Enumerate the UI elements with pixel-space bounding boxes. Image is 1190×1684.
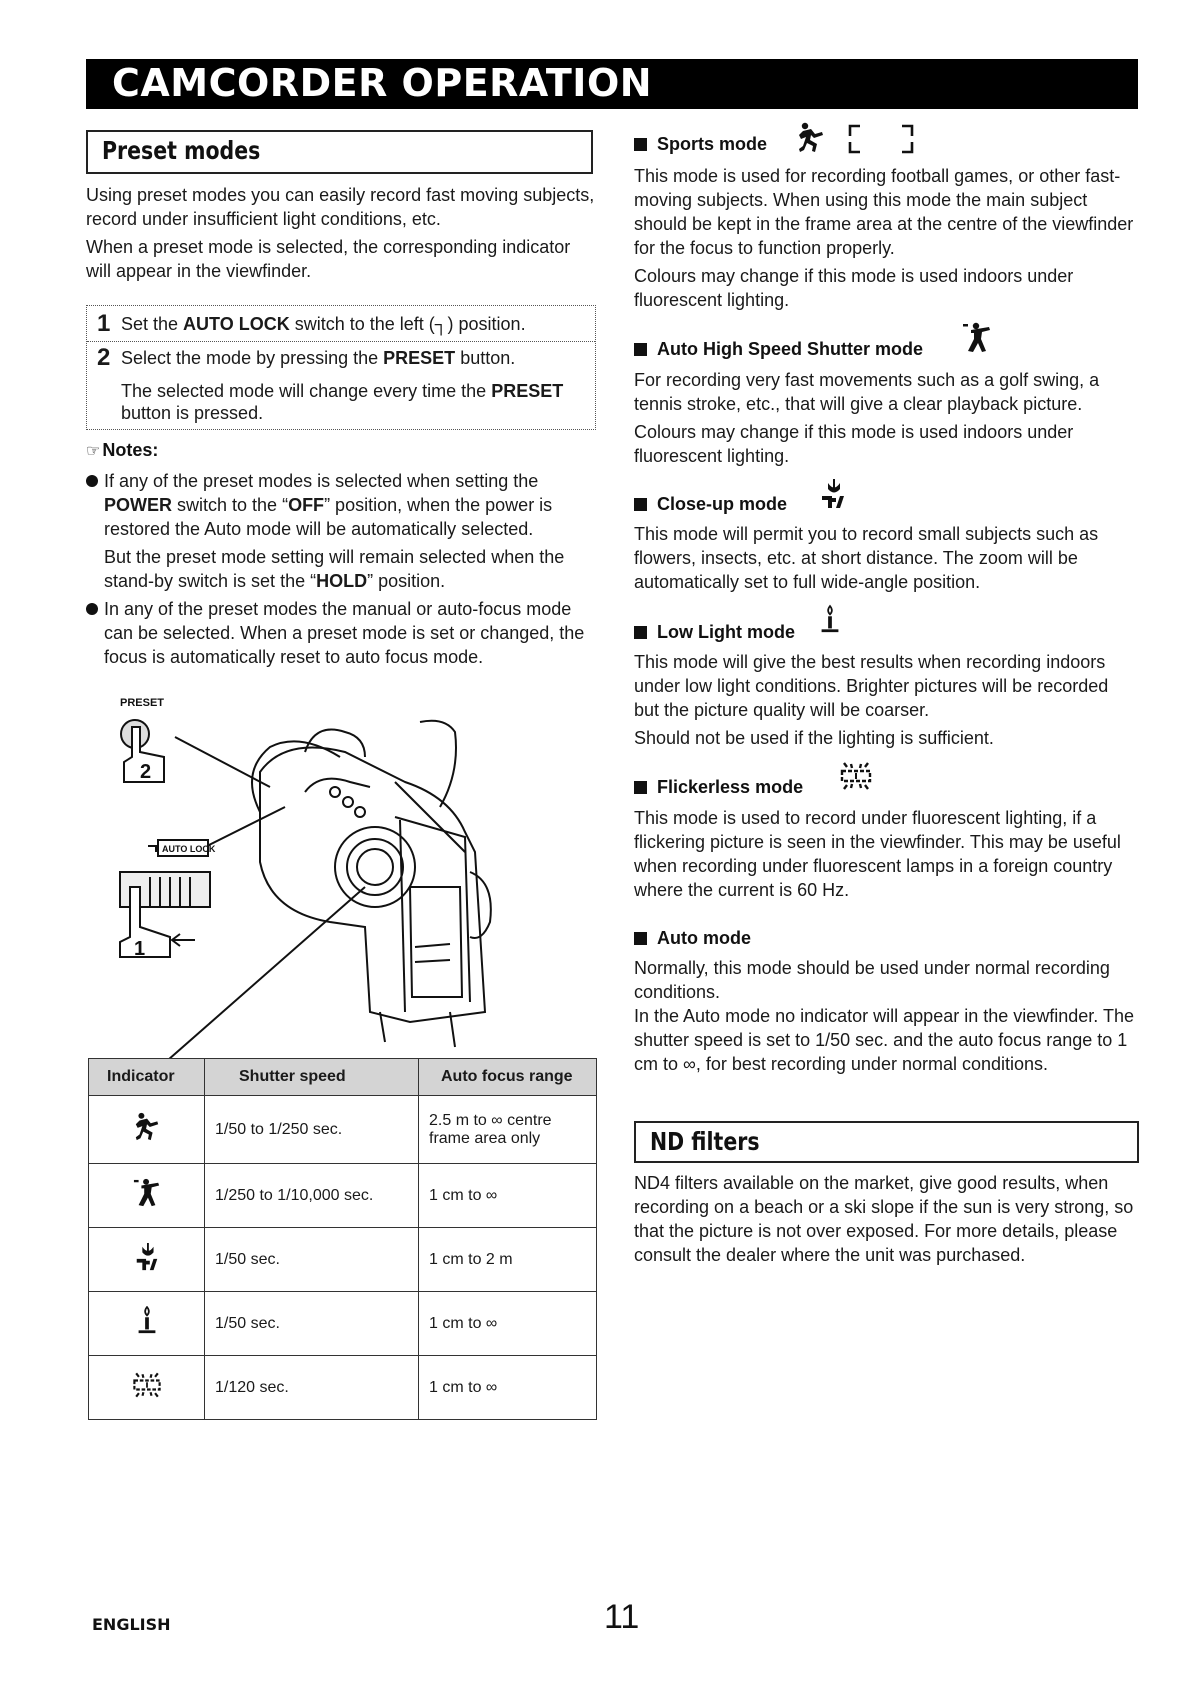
flickerless-icon — [836, 760, 876, 792]
notes-hand-icon: ☞ — [86, 443, 101, 460]
low-light-mode-text: This mode will give the best results when recording indoors under low light conditions. Brighter pictures will be recorded but the picture quality will be coarser. Should not be used if the lighting is sufficient. — [634, 652, 1109, 748]
close-up-mode-heading: Close-up mode — [634, 494, 787, 515]
focus-range-cell: 1 cm to ∞ — [419, 1292, 597, 1356]
auto-mode-text: Normally, this mode should be used under normal recording conditions. In the Auto mode no indicator will appear in the viewfinder. The shutter speed is set to 1/50 sec. and the auto focus range to 1 cm to ∞, for best recording under normal conditions. — [634, 958, 1134, 1074]
sports-mode-heading: Sports mode — [634, 134, 767, 155]
page-number: 11 — [604, 1598, 640, 1636]
header-banner — [86, 59, 1138, 109]
note-item: If any of the preset modes is selected when setting the POWER switch to the “OFF” position, when the power is restored the Auto mode will be automatically selected. But the preset mode setting will remain selected when the stand-by switch is set the “HOLD” position. — [86, 469, 598, 593]
table-header-row — [89, 1059, 597, 1096]
focus-range-cell: 2.5 m to ∞ centre frame area only — [419, 1096, 597, 1164]
table-row — [89, 1228, 597, 1292]
note-item: In any of the preset modes the manual or auto-focus mode can be selected. When a preset mode is set or changed, the focus is automatically reset to auto focus mode. — [86, 597, 598, 669]
high-speed-mode-heading: Auto High Speed Shutter mode — [634, 339, 923, 360]
close-up-mode-text: This mode will permit you to record small subjects such as flowers, insects, etc. at short distance. The zoom will be automatically set to full wide-angle position. — [634, 524, 1099, 592]
table-row — [89, 1164, 597, 1228]
shutter-speed-cell: 1/50 sec. — [205, 1228, 419, 1292]
autolock-label: AUTO LOCK — [162, 844, 216, 854]
frame-area-icon — [846, 122, 916, 156]
close-up-icon — [133, 1242, 161, 1272]
step-number: 1 — [97, 310, 111, 337]
low-light-mode-heading: Low Light mode — [634, 622, 795, 643]
auto-mode-heading: Auto mode — [634, 928, 751, 949]
focus-range-cell: 1 cm to ∞ — [419, 1356, 597, 1420]
preset-modes-heading: Preset modes — [86, 130, 593, 174]
high-speed-shutter-icon — [133, 1178, 161, 1208]
column-header: Indicator — [89, 1059, 205, 1096]
flickerless-mode-heading: Flickerless mode — [634, 777, 803, 798]
preset-intro-paragraph-1: Using preset modes you can easily record fast moving subjects, record under insufficient light conditions, etc. — [86, 185, 595, 229]
notes-list — [86, 469, 598, 669]
preset-intro-paragraph-2: When a preset mode is selected, the corresponding indicator will appear in the viewfinder. — [86, 237, 571, 281]
high-speed-mode-text: For recording very fast movements such as a golf swing, a tennis stroke, etc., that will give a clear playback picture. Colours may change if this mode is used indoors under fluorescent lighting. — [634, 370, 1100, 466]
table-row — [89, 1292, 597, 1356]
column-header: Shutter speed — [205, 1059, 419, 1096]
preset-modes-table — [88, 1058, 597, 1420]
preset-intro — [86, 183, 596, 283]
shutter-speed-cell: 1/120 sec. — [205, 1356, 419, 1420]
flickerless-icon — [129, 1370, 165, 1400]
preset-label: PRESET — [120, 697, 165, 709]
low-light-icon — [133, 1306, 161, 1336]
step-2-callout: 2 — [140, 761, 152, 783]
camcorder-illustration — [110, 697, 550, 1060]
table-row — [89, 1356, 597, 1420]
nd-filters-text: ND4 filters available on the market, give good results, when recording on a beach or a ski slope if the sun is very strong, so that the picture is not over exposed. For more details, please consult the dealer where the unit was purchased. — [634, 1173, 1134, 1265]
shutter-speed-cell: 1/50 sec. — [205, 1292, 419, 1356]
steps-box: 1 Set the AUTO LOCK switch to the left (┐) position. 2 Select the mode by pressing the PRESET button. The selected mode will change every time the PRESET button is pressed. — [86, 305, 596, 430]
step-number: 2 — [97, 344, 111, 371]
focus-range-cell: 1 cm to 2 m — [419, 1228, 597, 1292]
footer-language: ENGLISH — [92, 1615, 171, 1634]
sports-mode-text: This mode is used for recording football games, or other fast-moving subjects. When using this mode the main subject should be kept in the frame area at the centre of the viewfinder for the focus to function properly. Colours may change if this mode is used indoors under fluorescent lighting. — [634, 166, 1134, 310]
sports-icon — [133, 1112, 161, 1142]
shutter-speed-cell: 1/50 to 1/250 sec. — [205, 1096, 419, 1164]
flickerless-mode-text: This mode is used to record under fluorescent lighting, if a flickering picture is seen in the viewfinder. This may be useful when recording under fluorescent lamps in a foreign country where the current is 60 Hz. — [634, 808, 1121, 900]
sports-icon — [796, 122, 826, 154]
high-speed-shutter-icon — [962, 320, 992, 356]
page-title: CAMCORDER OPERATION — [112, 61, 653, 105]
notes-heading: ☞ Notes: — [86, 440, 159, 460]
focus-range-cell: 1 cm to ∞ — [419, 1164, 597, 1228]
shutter-speed-cell: 1/250 to 1/10,000 sec. — [205, 1164, 419, 1228]
step-1-callout: 1 — [134, 938, 146, 960]
column-header: Auto focus range — [419, 1059, 597, 1096]
nd-filters-heading: ND filters — [634, 1121, 1139, 1163]
low-light-icon — [816, 604, 844, 636]
table-row — [89, 1096, 597, 1164]
close-up-icon — [818, 477, 848, 511]
